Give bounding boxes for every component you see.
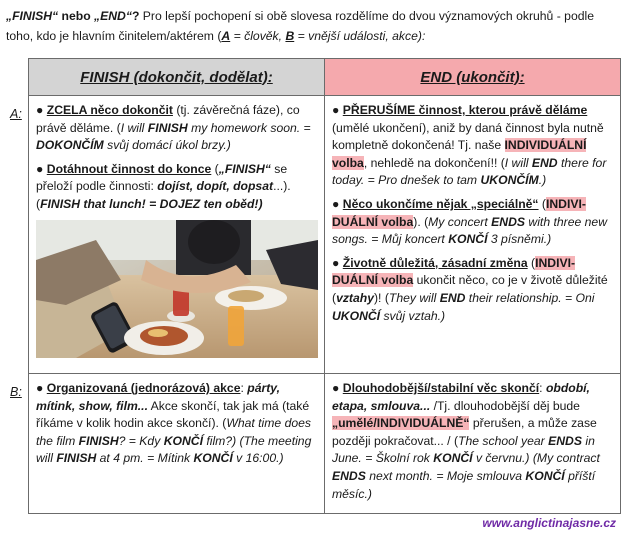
finish-b-text2: Akce skončí, tak jak má (také říkáme v kolik hodin akce skončí). ( — [36, 398, 310, 431]
end-a-2-highlight: INDIVI-DUÁLNÍ volba — [332, 196, 586, 229]
finish-b-ex2-en2: at 4 pm. = Mítink — [96, 451, 194, 466]
finish-b-ex2-en: (The meeting will — [36, 433, 312, 466]
intro-a-letter: A — [221, 29, 231, 43]
cafe-photo-illustration — [36, 220, 318, 358]
end-a-2-ex-en: My concert — [428, 214, 492, 229]
end-a-1-ex-en2: there for today. = Pro dnešek to tam — [332, 155, 607, 188]
end-b-ex1-en2: in June. = Školní rok — [332, 433, 595, 466]
end-a-2-lead: Něco ukončíme nějak „speciálně“ — [342, 196, 539, 211]
finish-b-ex2-cz: v 16:00.) — [232, 451, 284, 466]
finish-a-2-ex-cz-kw: DOJEZ — [159, 196, 201, 211]
bullet-dot: ● — [332, 196, 340, 211]
finish-b-ex1-cz: film?) — [202, 433, 237, 448]
end-b-text3: přerušen, a může zase později pokračovat... / ( — [332, 416, 597, 448]
finish-a-2-lead: Dotáhnout činnost do konce — [46, 161, 212, 176]
end-a-point-1 — [332, 102, 613, 190]
finish-a-2-ex-kw: FINISH — [40, 196, 81, 211]
cafe-photo — [36, 220, 318, 358]
end-b-ex2-cz-kw: KONČÍ — [525, 468, 565, 483]
end-a-point-3 — [332, 255, 613, 325]
end-a-3-ex-en: They will — [388, 290, 440, 305]
intro-text: Pro lepší pochopení si obě slovesa rozdělíme do dvou významových okruhů - podle toho, kdo je hlavním činitelem/aktérem ( — [6, 9, 594, 43]
end-b-ex1-en: The school year — [458, 433, 549, 448]
intro-paragraph — [6, 6, 618, 46]
finish-b-ex1-en2: ? = Kdy — [118, 433, 164, 448]
end-b-ex2-en2: next month. = Moje smlouva — [365, 468, 526, 483]
row-a — [29, 96, 621, 374]
comparison-table — [28, 58, 621, 514]
end-a-3-lead: Životně důležitá, zásadní změna — [342, 255, 528, 270]
finish-b-ex2-cz-kw: KONČÍ — [193, 451, 233, 466]
finish-a-2-text2: se přeloží podle činnosti: — [36, 161, 288, 194]
intro-question-mark: ? — [131, 9, 140, 23]
header-row — [29, 59, 621, 96]
finish-a-2-ex-en: that lunch! = — [80, 196, 160, 211]
end-a-3-ex-en2: their relationship. = Oni — [465, 290, 595, 305]
bullet-dot: ● — [332, 103, 340, 117]
end-a-2-ex-cz: 3 písněmi.) — [487, 232, 552, 247]
header-finish — [29, 59, 325, 96]
end-a-1-ex-end: .) — [538, 173, 547, 188]
intro-end-word: „END“ — [94, 9, 132, 23]
finish-a-point-1 — [36, 102, 317, 155]
end-b-text2: /Tj. dlouhodobější děj bude — [430, 398, 580, 413]
bullet-dot: ● — [36, 103, 44, 117]
finish-a-1-text: (tj. závěrečná fáze), co právě děláme. ( — [36, 103, 300, 135]
bullet-dot: ● — [332, 381, 340, 395]
end-a-1-ex-cz-kw: UKONČÍM — [480, 173, 539, 188]
intro-b-letter: B — [285, 29, 295, 43]
end-b-ex1-cz-kw: KONČÍ — [433, 451, 473, 466]
header-finish-label: FINISH (dokončit, dodělat): — [80, 68, 273, 86]
end-a-3-text3: )! ( — [374, 290, 389, 305]
end-b-list: období, etapa, smlouva... — [332, 381, 590, 413]
finish-a-cell — [29, 96, 325, 374]
end-b-point — [332, 380, 613, 503]
finish-b-cell — [29, 374, 325, 514]
finish-a-1-ex-en: I will — [120, 120, 148, 135]
end-a-1-lead: PŘERUŠÍME činnost, kterou právě děláme — [342, 103, 588, 117]
finish-a-2-ex-cz: ten oběd!) — [200, 196, 263, 211]
end-a-2-ex-en2: with three new songs. = Můj koncert — [332, 214, 607, 247]
row-label-a: A: — [10, 107, 22, 121]
end-a-point-2 — [332, 196, 613, 249]
finish-b-ex1-en: What time does the film — [36, 416, 312, 448]
end-a-3-ex-cz: svůj vztah.) — [380, 308, 446, 323]
bullet-dot: ● — [332, 255, 340, 270]
end-b-lead: Dlouhodobější/stabilní věc skončí — [342, 381, 540, 395]
finish-a-1-ex-cz-kw: DOKONČÍM — [36, 138, 104, 153]
end-a-1-text2: , nehledě na dokončení!! ( — [363, 155, 505, 170]
finish-a-2-text1: ( — [211, 161, 219, 176]
finish-b-text1: : — [240, 381, 248, 395]
end-a-1-ex-kw: END — [531, 155, 558, 170]
bullet-dot: ● — [36, 161, 44, 176]
header-end — [325, 59, 621, 96]
end-a-1-text1: (umělé ukončení), aniž by daná činnost byla nutně kompletně dokončená! Tj. naše — [332, 120, 604, 153]
end-a-2-text1: ( — [538, 196, 546, 211]
end-a-2-ex-kw: ENDS — [491, 214, 526, 229]
finish-b-ex1-cz-kw: KONČÍ — [163, 433, 203, 448]
end-a-3-ex-kw: END — [439, 290, 466, 305]
finish-a-1-ex-en2: my homework soon. = — [187, 120, 311, 135]
end-a-3-vztahy: vztahy — [336, 290, 374, 305]
bullet-dot: ● — [36, 381, 44, 395]
intro-b-definition: = vnější události, akce): — [294, 29, 426, 43]
header-end-label: END (ukončit): — [420, 68, 525, 86]
end-b-ex2-en: (My contract — [532, 451, 600, 466]
end-b-ex2-cz: příští měsíc.) — [332, 468, 596, 501]
finish-b-ex2-kw: FINISH — [56, 451, 97, 466]
finish-a-1-ex-cz: svůj domácí úkol brzy.) — [103, 138, 231, 153]
intro-nebo: nebo — [58, 9, 95, 23]
finish-b-list: párty, mítink, show, film... — [36, 381, 281, 413]
end-a-2-ex-cz-kw: KONČÍ — [448, 232, 488, 247]
end-a-1-ex-en: I will — [504, 155, 532, 170]
website-footer[interactable]: www.anglictinajasne.cz — [482, 516, 616, 530]
finish-b-point — [36, 380, 317, 468]
finish-a-2-text3: ...). ( — [36, 179, 291, 211]
finish-a-1-ex-kw: FINISH — [147, 120, 188, 135]
intro-a-definition: = člověk, — [230, 29, 286, 43]
end-b-ex1-cz: v červnu.) — [472, 451, 530, 466]
finish-b-lead: Organizovaná (jednorázová) akce — [46, 381, 241, 395]
finish-a-point-2 — [36, 161, 317, 214]
finish-a-2-quote: „FINISH“ — [218, 161, 271, 176]
end-b-text1: : — [539, 381, 546, 395]
end-b-highlight: „umělé/INDIVIDUÁLNĚ“ — [332, 416, 470, 431]
end-b-cell — [325, 374, 621, 514]
row-label-b: B: — [10, 385, 22, 399]
end-a-2-text2: ). ( — [413, 214, 429, 229]
finish-a-1-lead: ZCELA něco dokončit — [46, 103, 173, 117]
end-a-3-text2: ukončit něco, co je v životě důležité ( — [332, 273, 608, 305]
end-a-3-text1: ( — [527, 255, 536, 270]
end-b-ex2-kw: ENDS — [332, 468, 366, 483]
finish-b-ex1-kw: FINISH — [78, 433, 119, 448]
end-a-3-highlight: INDIVI-DUÁLNÍ volba — [332, 255, 576, 288]
end-a-3-ex-cz-kw: UKONČÍ — [332, 308, 381, 323]
end-a-1-highlight: INDIVIDUÁLNÍ volba — [332, 138, 587, 170]
intro-finish-word: „FINISH“ — [6, 9, 59, 23]
row-b — [29, 374, 621, 514]
finish-a-2-list: dojíst, dopít, dopsat — [157, 179, 274, 194]
end-b-ex1-kw: ENDS — [548, 433, 582, 448]
end-a-cell — [325, 96, 621, 374]
